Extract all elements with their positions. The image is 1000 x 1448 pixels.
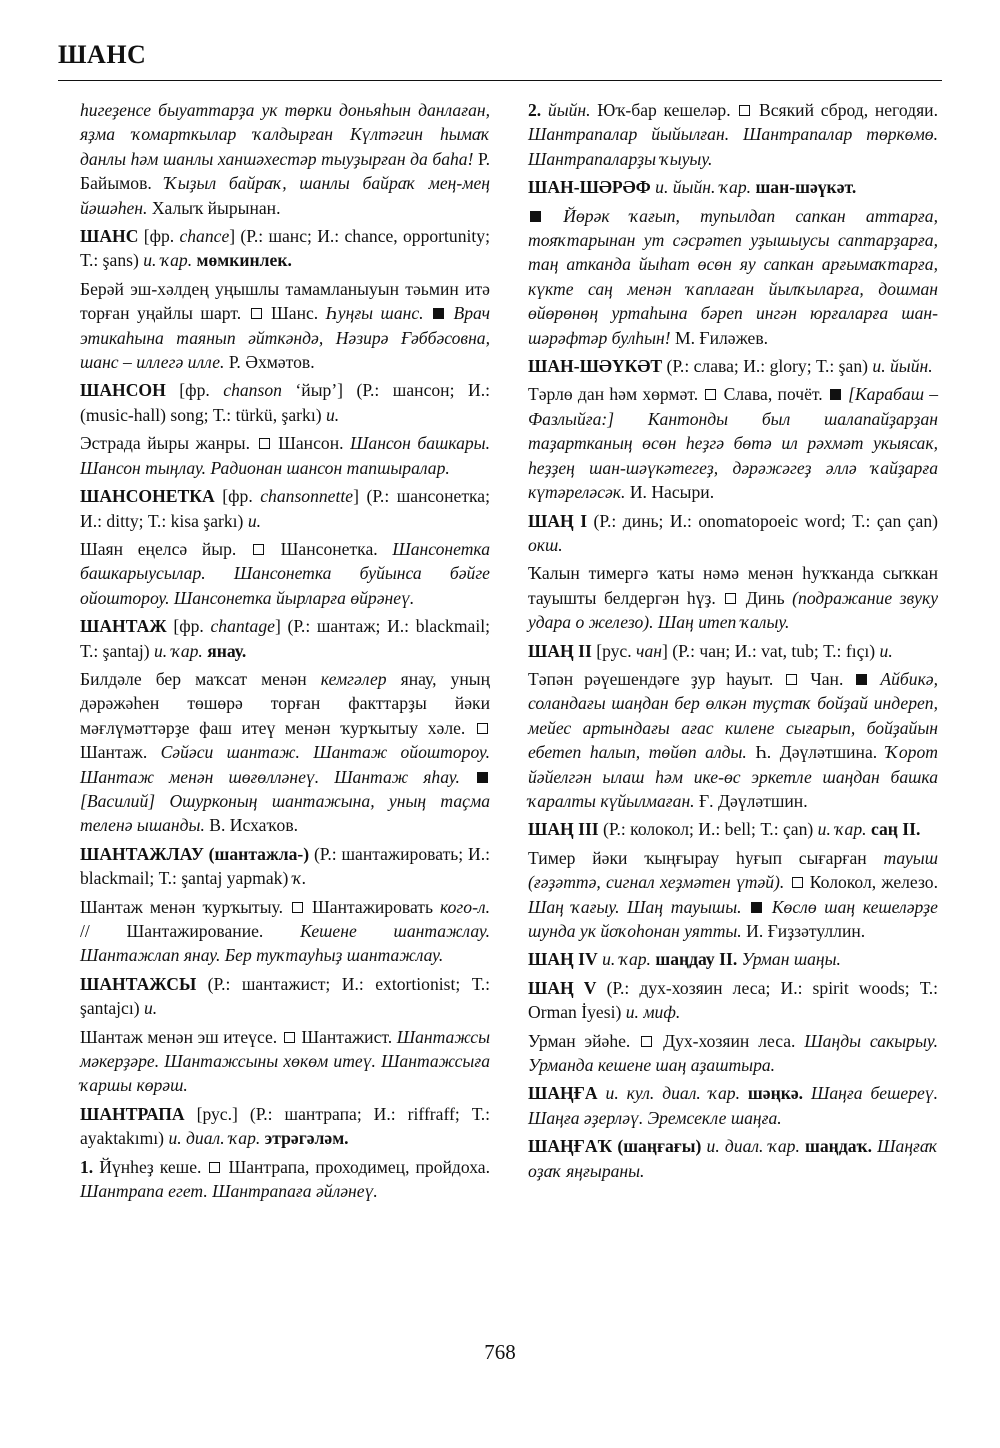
headword: ШАҢ I — [528, 510, 588, 531]
white-square-icon — [209, 1162, 220, 1173]
black-square-icon — [477, 772, 488, 783]
example-text: һигеҙенсе быуаттарҙа ук төрки доньяһын данлаған, яҙма ҡомарткылар ҡалдырған Күлтәгин һымаҡ данлы һәм шанлы ханшәхестәр тыуҙырған да баһа! — [80, 100, 490, 169]
headword: ШАҢ IV — [528, 949, 598, 970]
cross-reference: этрәгәләм. — [260, 1128, 349, 1149]
citation: М. Ғиләжев. — [670, 327, 769, 348]
grammar-label: и. ҡар. — [153, 640, 203, 661]
right-column — [528, 98, 938, 1187]
headword: ШАҢҒАҠ (шаңғағы) — [528, 1136, 702, 1157]
headword: ШАНСОНЕТКА — [80, 486, 215, 507]
cross-reference: шаңдау II. — [650, 949, 742, 970]
cross-reference: саң II. — [866, 819, 921, 840]
white-square-icon — [251, 308, 262, 319]
entry-shantazh: ШАНТАЖ [фр. chantage] (Р.: шантаж; И.: blackmail; Т.: şantaj) и. ҡар. янау. — [80, 616, 490, 661]
citation: Ғ. Дәүләтшин. — [694, 790, 808, 811]
cross-reference: шәңкә. — [739, 1083, 811, 1104]
entry-shang-4: ШАҢ IV и. ҡар. шаңдау II. Урман шаңы. — [528, 949, 841, 970]
definition: Эстрада йыры жанры. Шансон. Шансон башкары. Шансон тыңлау. Радионан шансон тапшыралар. — [80, 433, 491, 478]
headword: ШАНТАЖ — [80, 616, 167, 637]
definition: Ҡалын тимергә ҡаты нәмә менән һуҡҡанда сыҡкан тауышты белдергән һүҙ. Динь (подражание звуку удара о железо). Шаң итеп ҡалыу. — [528, 563, 939, 633]
definition: 1. Йүнһеҙ кеше. Шантрапа, проходимец, пройдоха. Шантрапа егет. Шантрапаға әйләнеү. — [80, 1156, 491, 1202]
headword: ШАНС — [80, 226, 139, 247]
grammar-label: и. кул. диал. ҡар. — [597, 1083, 740, 1104]
black-square-icon — [530, 211, 541, 222]
black-square-icon — [751, 902, 762, 913]
entry-shansonetka: ШАНСОНЕТКА [фр. chansonnette] (Р.: шансонетка; И.: ditty; Т.: kisa şarkı) и. — [80, 486, 490, 531]
white-square-icon — [284, 1032, 295, 1043]
grammar-label: и. йыйн. ҡар. — [650, 177, 752, 198]
running-head: ШАНС — [58, 40, 147, 69]
entry-shang-1: ШАҢ I (Р.: динь; И.: onomatopoeic word; Т.: çan çan) окш. — [528, 510, 938, 555]
headword: ШАНСОН — [80, 380, 166, 401]
white-square-icon — [792, 877, 803, 888]
header-rule — [58, 80, 942, 81]
headword: ШАН-ШӘРӘФ — [528, 177, 651, 198]
citation: Халыҡ йырынан. — [147, 197, 281, 218]
citation: В. Исхаҡов. — [204, 815, 299, 836]
headword: ШАНТАЖСЫ — [80, 973, 197, 994]
white-square-icon — [253, 544, 264, 555]
definition: Йөрәк ҡағып, тупылдап сапкан аттарға, тояҡтарынан ут сәсрәтеп уҙышыусы саптарҙарға, таң атканда йыһат өсөн яу сапкан арғымаҡтарға, күкте саң менән ҡаплаған йылҡыларға, дошман өйөрөнөң уртаһына бәреп ингән юрғаларға шан-шәрәфтәр булһын! М. Ғиләжев. — [528, 205, 938, 348]
sense-number: 1. — [80, 1156, 94, 1177]
white-square-icon — [259, 438, 270, 449]
white-square-icon — [725, 593, 736, 604]
black-square-icon — [830, 389, 841, 400]
headword: ШАҢ III — [528, 819, 599, 840]
black-square-icon — [856, 674, 867, 685]
entry-shans: ШАНС [фр. chance] (Р.: шанс; И.: chance, opportunity; Т.: şans) и. ҡар. мөмкинлек. — [80, 226, 490, 271]
sense-number: 2. — [528, 100, 542, 120]
definition: 2. йыйн. Юҡ-бар кешеләр. Всякий сброд, негодяи. Шантрапалар йыйылған. Шантрапалар төркөмө. Шантрапаларҙы ҡыуыу. — [528, 100, 938, 169]
definition: Шаян еңелсә йыр. Шансонетка. Шансонетка башкарыусылар. Шансонетка буйынса бәйге ойоштороу. Шансонетка йырларға өйрәнеү. — [80, 538, 491, 608]
definition: Берәй эш-хәлдең уңышлы тамамланыуын тәьмин итә торған уңайлы шарт. Шанс. Һуңғы шанс. Врач этикаһына таянып әйткәндә, Нәзирә Ғәббәсовна, шанс – иллегә илле. Р. Әхмәтов. — [80, 278, 490, 373]
cross-reference: шан-шәүкәт. — [751, 177, 857, 198]
white-square-icon — [477, 723, 488, 734]
citation: И. Насыри. — [625, 482, 715, 503]
headword: ШАН-ШӘҮКӘТ — [528, 356, 663, 377]
citation: Р. Байымов. — [80, 148, 490, 194]
entry-shangga: ШАҢҒА и. кул. диал. ҡар. шәңкә. Шаңға бешереү. Шаңға әҙерләү. Эремсекле шаңға. — [528, 1083, 938, 1128]
grammar-label: и. ҡар. — [817, 819, 867, 840]
headword: ШАҢ II — [528, 640, 592, 661]
definition: Урман эйәһе. Дух-хозяин леса. Шаңды сакырыу. Урманда кешене шаң аҙаштыра. — [528, 1030, 938, 1076]
entry-shan-shoukot: ШАН-ШӘҮКӘТ (Р.: слава; И.: glory; Т.: şan) и. йыйн. — [528, 356, 933, 377]
entry-shang-3: ШАҢ III (Р.: колокол; И.: bell; Т.: çan) и. ҡар. саң II. — [528, 819, 921, 840]
definition: Тәрлө дан һәм хөрмәт. Слава, почёт. [Карабаш – Фазлыйға:] Кантонды был шалапайҙарҙан таҙартканың өсөн һеҙгә бөтә ил рәхмәт укыясак, һеҙҙең шан-шәүкәтегеҙ, дәрәжәгеҙ әллә ҡайҙарға күтәреләсәк. И. Насыри. — [528, 384, 939, 503]
white-square-icon — [739, 105, 750, 116]
definition: Шантаж менән ҡурҡытыу. Шантажировать кого-л. // Шантажирование. Кешене шантажлау. Шантажлап янау. Бер туҡтауһыҙ шантажлау. — [80, 896, 490, 966]
example-text: Ҡыҙыл байраҡ, шанлы байраҡ мең-мең йәшәһен. — [80, 173, 490, 218]
cross-reference: янау. — [202, 640, 247, 661]
definition: Шантаж менән эш итеүсе. Шантажист. Шантажсы мәкерҙәре. Шантажсыны хөкөм итеү. Шантажсыға ҡаршы көрәш. — [80, 1026, 490, 1096]
headword: ШАНТРАПА — [80, 1103, 185, 1124]
cross-reference: шаңдаҡ. — [799, 1136, 878, 1157]
entry-shantazhsy: ШАНТАЖСЫ (Р.: шантажист; И.: extortionist; Т.: şantajcı) и. — [80, 973, 490, 1019]
white-square-icon — [786, 674, 797, 685]
definition: Тимер йәки ҡыңғырау һуғып сығарған тауыш (ғәҙәттә, сигнал хеҙмәтен үтәй). Колокол, железо. Шаң ҡағыу. Шаң тауышы. Көслө шаң кешеләрҙе шунда ук йоҡоһонан уятты. И. Ғиҙзәтуллин. — [528, 847, 938, 941]
citation: Р. Әхмәтов. — [224, 352, 315, 373]
citation: И. Ғиҙзәтуллин. — [741, 921, 866, 941]
headword: ШАНТАЖЛАУ (шантажла-) — [80, 843, 310, 864]
headword: ШАҢ V — [528, 977, 597, 998]
entry-shanson: ШАНСОН [фр. chanson ‘йыр’] (Р.: шансон; И.: (music-hall) song; Т.: türkü, şarkı) и. — [80, 380, 490, 425]
entry-shang-2: ШАҢ II [рус. чан] (Р.: чан; И.: vat, tub; Т.: fıçı) и. — [528, 640, 893, 661]
cross-reference: мөмкинлек. — [192, 250, 292, 271]
black-square-icon — [433, 308, 444, 319]
grammar-label: и. ҡар. — [143, 250, 193, 271]
grammar-label: и. диал. ҡар. — [168, 1128, 261, 1149]
grammar-label: и. ҡар. — [597, 949, 651, 970]
left-column — [80, 98, 490, 1207]
entry-shang-5: ШАҢ V (Р.: дух-хозяин леса; И.: spirit woods; Т.: Orman İyesi) и. миф. — [528, 977, 938, 1023]
entry-continuation — [80, 98, 490, 220]
entry-shantrapa: ШАНТРАПА [рус.] (Р.: шантрапа; И.: riffraff; Т.: ayaktakımı) и. диал. ҡар. этрәгәләм. — [80, 1103, 490, 1149]
white-square-icon — [705, 389, 716, 400]
entry-shantazhlau: ШАНТАЖЛАУ (шантажла-) (Р.: шантажировать; И.: blackmail; Т.: şantaj yapmak) ҡ. — [80, 843, 490, 889]
white-square-icon — [292, 902, 303, 913]
definition: Тәпән рәүешендәге ҙур һауыт. Чан. Айбикә, соландағы шаңдан бер өлкән туҫтаҡ бойҙай индереп, мейес артындағы ағас килене сығарып, бойҙайын ебетеп һалып, төйөп алды. Һ. Дәүләтшина. Ҡорот йәйелгән ылаш һәм ике-өс эркетле шаңдан башка ҡаралты күйылмаған. Ғ. Дәүләтшин. — [528, 668, 939, 811]
citation: Һ. Дәүләтшина. — [746, 742, 886, 763]
definition: Билдәле бер маҡсат менән кемгәлер янау, уның дәрәжәһен төшөрә торған факттарҙы йәки мәғлүмәттәрҙе фаш итеү менән ҡурҡытыу хәле. Шантаж. Сәйәси шантаж. Шантаж ойоштороу. Шантаж менән шөғөлләнеү. Шантаж яһау. [Василий] Ошурконың шантажына, уның таҫма теленә ышанды. В. Исхаҡов. — [80, 668, 491, 836]
page-number: 768 — [484, 1340, 516, 1364]
entry-shanggaq: ШАҢҒАҠ (шаңғағы) и. диал. ҡар. шаңдаҡ. Шаңғаҡ оҙаҡ яңғыраны. — [528, 1136, 938, 1181]
grammar-label: и. диал. ҡар. — [701, 1136, 800, 1157]
white-square-icon — [641, 1036, 652, 1047]
entry-shan-shoroph — [528, 175, 938, 199]
headword: ШАҢҒА — [528, 1083, 598, 1104]
